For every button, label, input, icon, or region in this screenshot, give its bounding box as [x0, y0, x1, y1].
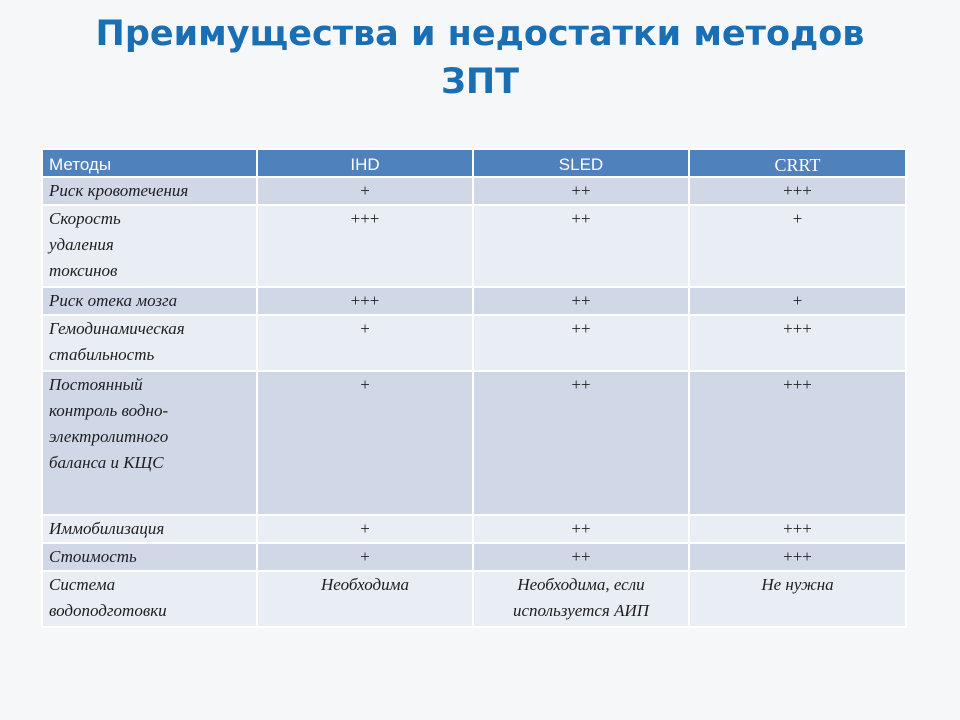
- cell-ihd: +: [257, 543, 473, 571]
- cell-ihd: +: [257, 177, 473, 205]
- cell-sled: ++: [473, 543, 689, 571]
- cell-crrt: +++: [689, 371, 906, 515]
- header-sled: SLED: [473, 149, 689, 177]
- table-row: [42, 515, 906, 543]
- cell-crrt: +: [689, 287, 906, 315]
- row-label: Гемодинамическая стабильность: [42, 315, 257, 371]
- table-row: [42, 571, 906, 627]
- cell-crrt: Не нужна: [689, 571, 906, 627]
- cell-crrt: +++: [689, 315, 906, 371]
- slide-title: [0, 10, 960, 106]
- row-label: Скорость удаления токсинов: [42, 205, 257, 287]
- cell-ihd: +: [257, 371, 473, 515]
- table-header-row: [42, 149, 906, 177]
- row-label: Постоянный контроль водно-электролитного баланса и КЩС: [42, 371, 257, 515]
- cell-sled: ++: [473, 205, 689, 287]
- row-label: Иммобилизация: [42, 515, 257, 543]
- cell-sled: ++: [473, 515, 689, 543]
- header-ihd: IHD: [257, 149, 473, 177]
- table-row: [42, 205, 906, 287]
- cell-crrt: +: [689, 205, 906, 287]
- row-label: Система водоподготовки: [42, 571, 257, 627]
- cell-ihd: Необходима: [257, 571, 473, 627]
- cell-ihd: +++: [257, 287, 473, 315]
- table-row: [42, 371, 906, 515]
- table-row: [42, 543, 906, 571]
- cell-crrt: +++: [689, 515, 906, 543]
- cell-crrt: +++: [689, 543, 906, 571]
- row-label: Риск отека мозга: [42, 287, 257, 315]
- cell-sled: ++: [473, 371, 689, 515]
- methods-comparison-table: [41, 148, 907, 628]
- cell-ihd: +: [257, 315, 473, 371]
- table-row: [42, 287, 906, 315]
- cell-sled: ++: [473, 177, 689, 205]
- cell-sled: ++: [473, 287, 689, 315]
- cell-sled: ++: [473, 315, 689, 371]
- row-label: Риск кровотечения: [42, 177, 257, 205]
- title-line-2: ЗПТ: [440, 62, 520, 102]
- title-line-1: Преимущества и недостатки методов: [95, 14, 865, 54]
- header-methods: Методы: [42, 149, 257, 177]
- table-row: [42, 315, 906, 371]
- cell-ihd: +: [257, 515, 473, 543]
- row-label: Стоимость: [42, 543, 257, 571]
- cell-ihd: +++: [257, 205, 473, 287]
- table-row: [42, 177, 906, 205]
- header-crrt: CRRT: [689, 149, 906, 177]
- cell-crrt: +++: [689, 177, 906, 205]
- cell-sled: Необходима, если используется АИП: [473, 571, 689, 627]
